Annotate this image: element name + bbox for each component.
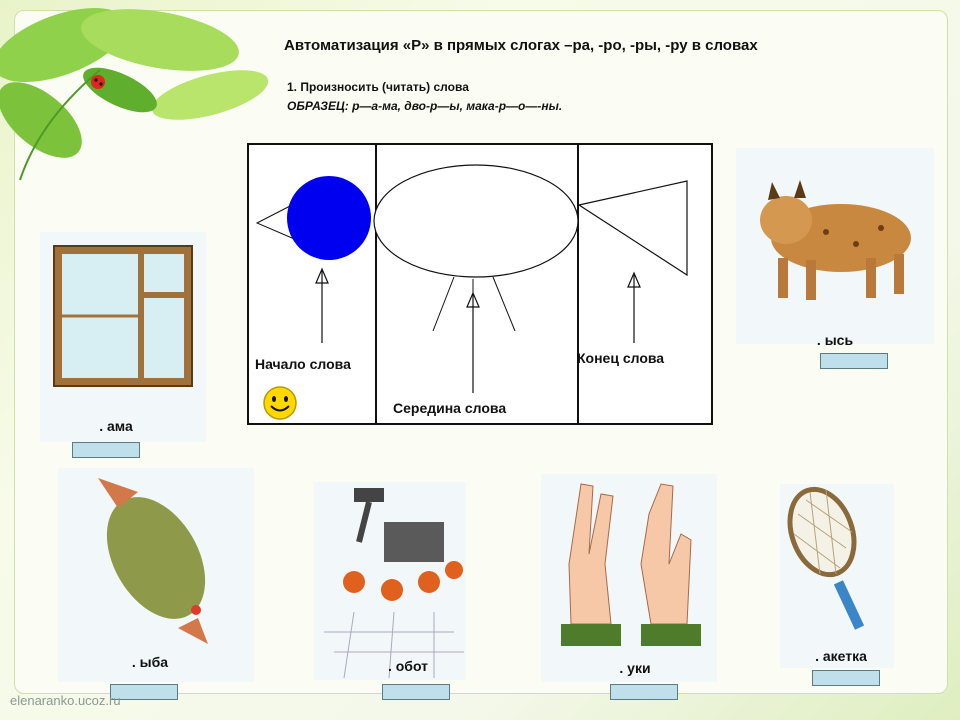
racket-icon: [780, 484, 894, 668]
instruction-text: 1. Произносить (читать) слова: [287, 80, 469, 94]
blue-circle-shape: [287, 176, 371, 260]
window-icon: [40, 232, 206, 442]
fish-picture: [58, 468, 254, 682]
answer-box-hands[interactable]: [610, 684, 678, 700]
watermark: elenaranko.ucoz.ru: [10, 693, 121, 708]
caption-fish: . ыба: [131, 654, 169, 670]
fish-body-shape: [374, 165, 578, 277]
answer-box-racket[interactable]: [812, 670, 880, 686]
caption-racket: . акетка: [815, 648, 867, 664]
ladybug-icon: [91, 75, 105, 89]
fish-icon: [58, 468, 254, 682]
answer-box-lynx[interactable]: [820, 353, 888, 369]
robot-picture: [314, 482, 466, 680]
answer-box-robot[interactable]: [382, 684, 450, 700]
lynx-picture: [736, 148, 934, 344]
middle-label: Середина слова: [393, 400, 507, 416]
sample-text: ОБРАЗЕЦ: р—а-ма, дво-р—ы, мака-р—о—-ны.: [287, 99, 563, 113]
caption-robot: . обот: [387, 658, 429, 674]
smiley-icon: [262, 385, 298, 421]
hands-icon: [541, 474, 717, 682]
lynx-icon: [736, 148, 934, 344]
page-title: Автоматизация «Р» в прямых слогах –ра, -ро, -ры, -ру в словах: [284, 37, 758, 54]
answer-box-window[interactable]: [72, 442, 140, 458]
caption-window: . ама: [99, 418, 133, 434]
caption-lynx: . ысь: [816, 332, 854, 348]
start-label: Начало слова: [255, 356, 351, 372]
racket-picture: [780, 484, 894, 668]
hands-picture: [541, 474, 717, 682]
word-position-diagram: [247, 143, 713, 425]
robot-icon: [314, 482, 466, 680]
end-label: Конец слова: [577, 350, 665, 366]
caption-hands: . уки: [619, 660, 651, 676]
window-picture: [40, 232, 206, 442]
